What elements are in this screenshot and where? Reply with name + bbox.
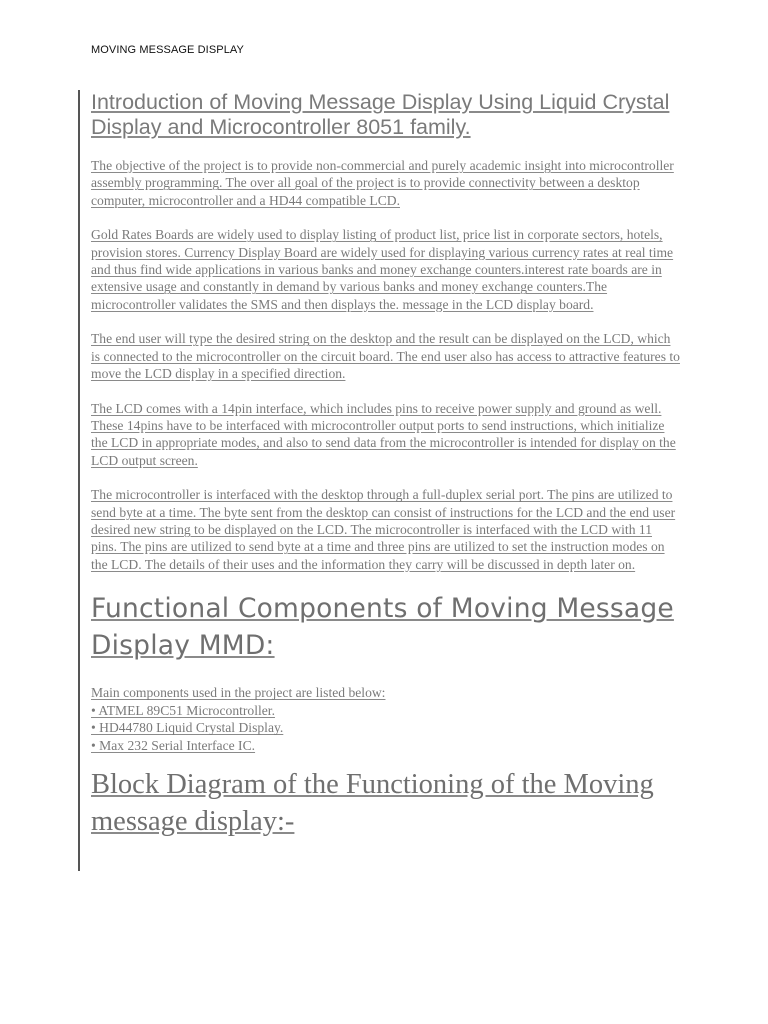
block-diagram-heading[interactable]: Block Diagram of the Functioning of the Moving message display:- [91,769,654,838]
paragraph-objective[interactable]: The objective of the project is to provide non-commercial and purely academic insight into microcontroller assembly programming. The over all goal of the project is to provide connectivity between a desktop computer, microcontroller and a HD44 compatible LCD. [91,158,674,208]
paragraph-serial-port[interactable]: The microcontroller is interfaced with the desktop through a full-duplex serial port. The pins are utilized to send byte at a time. The byte sent from the desktop can consist of instructions for the LCD and the end user desired new string to be displayed on the LCD. The microcontroller is interfaced with the LCD with 11 pins. The pins are utilized to send byte at a time and three pins are utilized to set the instruction modes on the LCD. The details of their uses and the information they carry will be discussed in depth later on. [91,487,676,572]
list-item[interactable]: • Max 232 Serial Interface IC. [91,737,256,753]
document-content [91,90,681,840]
intro-heading[interactable]: Introduction of Moving Message Display Using Liquid Crystal Display and Microcontroller 8051 family. [91,90,670,139]
paragraph-gold-rates[interactable]: Gold Rates Boards are widely used to display listing of product list, price list in corporate sectors, hotels, provision stores. Currency Display Board are widely used for displaying various currency rates at real time and thus find wide applications in various banks and money exchange counters.interest rate boards are in extensive usage and constantly in demand by various banks and money exchange counters.The microcontroller validates the SMS and then displays the. message in the LCD display board. [91,227,674,312]
running-header: MOVING MESSAGE DISPLAY [91,44,244,56]
left-margin-bar [78,90,80,871]
components-list [91,684,681,754]
list-item[interactable]: • HD44780 Liquid Crystal Display. [91,720,284,736]
components-heading[interactable]: Functional Components of Moving Message Display MMD: [91,593,674,662]
paragraph-end-user[interactable]: The end user will type the desired string on the desktop and the result can be displayed on the LCD, which is connected to the microcontroller on the circuit board. The end user also has access to attractive features to move the LCD display in a specified direction. [91,331,680,381]
list-item[interactable]: • ATMEL 89C51 Microcontroller. [91,702,275,718]
components-intro[interactable]: Main components used in the project are listed below: [91,685,386,701]
paragraph-lcd-interface[interactable]: The LCD comes with a 14pin interface, which includes pins to receive power supply and ground as well. These 14pins have to be interfaced with microcontroller output ports to send instructions, which initialize the LCD in appropriate modes, and also to send data from the microcontroller is intended for display on the LCD output screen. [91,400,676,468]
